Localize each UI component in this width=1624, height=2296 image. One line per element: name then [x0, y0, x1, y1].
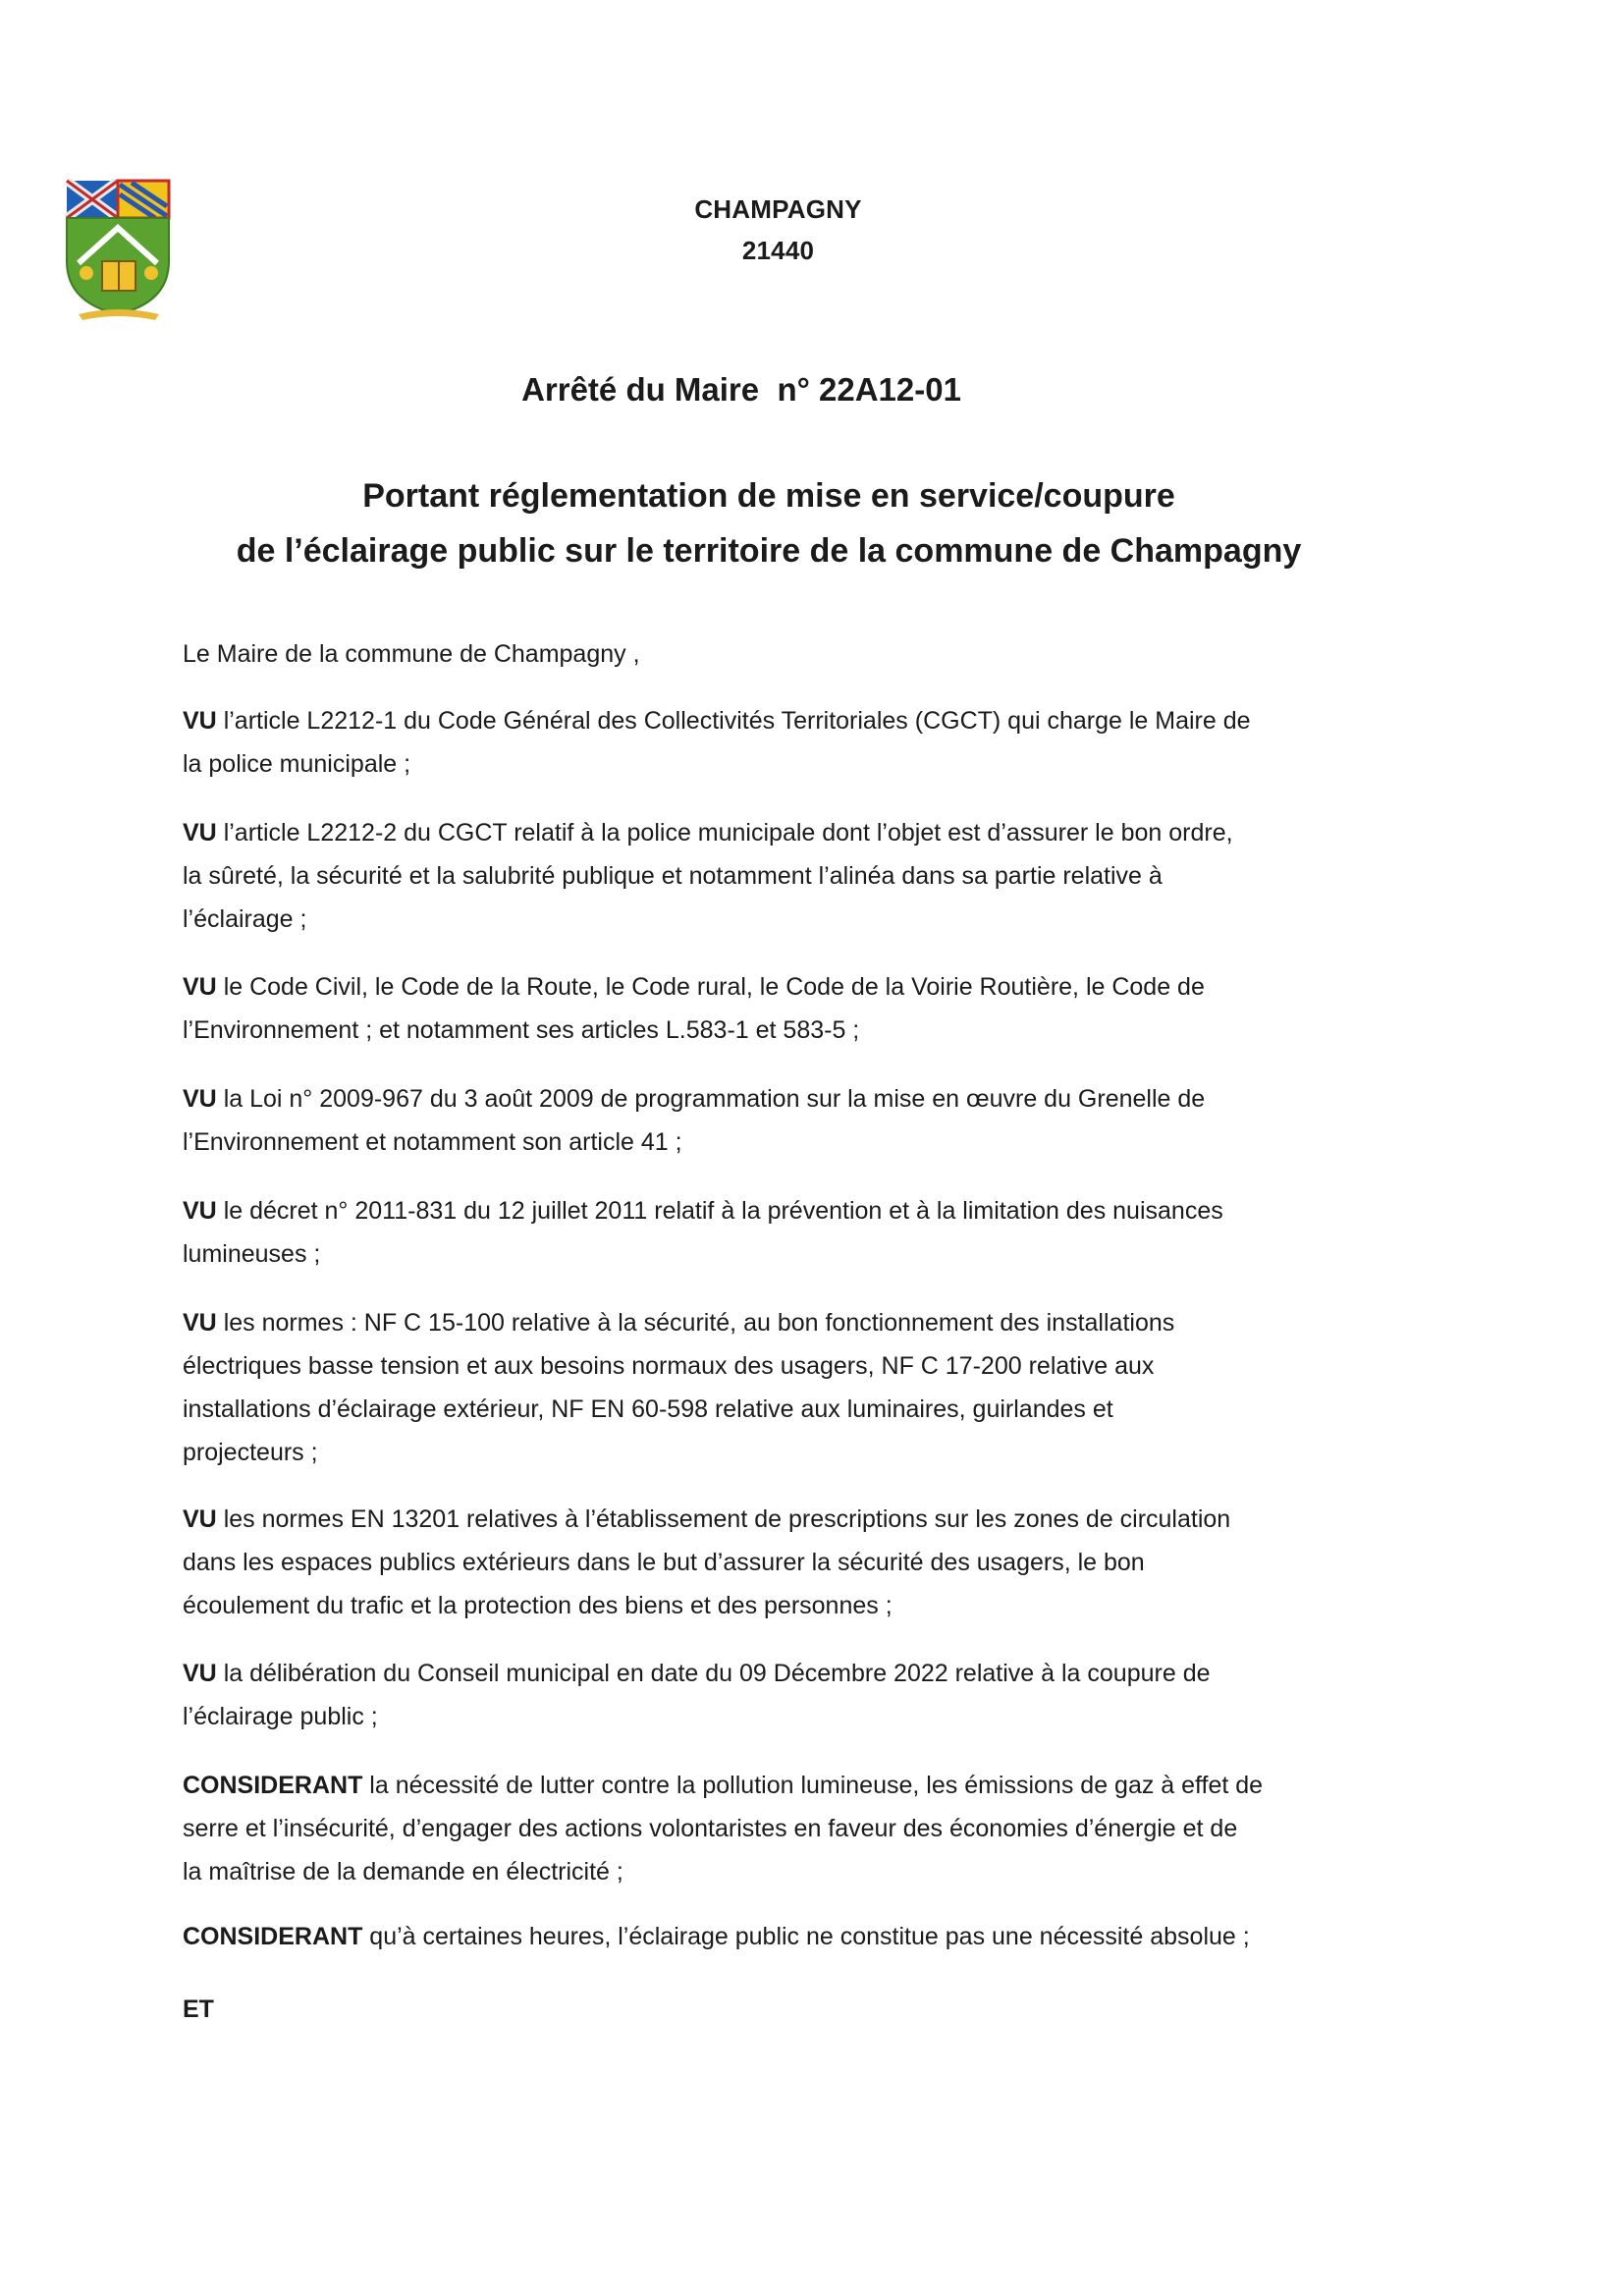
- clause-vu-3: [183, 965, 1390, 1052]
- clause-keyword: VU: [183, 1505, 217, 1533]
- clause-line: les normes : NF C 15-100 relative à la sécurité, au bon fonctionnement des installations: [223, 1309, 1175, 1337]
- clause-keyword: VU: [183, 707, 217, 735]
- clause-line: la délibération du Conseil municipal en date du 09 Décembre 2022 relative à la coupure de: [223, 1660, 1211, 1687]
- clause-considerant-1: [183, 1764, 1390, 1893]
- clause-vu-7: [183, 1498, 1390, 1627]
- postal-code: 21440: [741, 236, 815, 265]
- clause-vu-5: [183, 1189, 1390, 1276]
- clause-line: lumineuses ;: [183, 1240, 321, 1268]
- clause-keyword: CONSIDERANT: [183, 1923, 363, 1950]
- clause-keyword: VU: [183, 1085, 217, 1113]
- clause-line: la nécessité de lutter contre la pollution lumineuse, les émissions de gaz à effet de: [369, 1772, 1264, 1799]
- clause-line: l’article L2212-1 du Code Général des Collectivités Territoriales (CGCT) qui charge le Maire de: [223, 707, 1251, 735]
- clause-line: le décret n° 2011-831 du 12 juillet 2011 relatif à la prévention et à la limitation des nuisances: [223, 1197, 1223, 1225]
- decree-title: Arrêté du Maire n° 22A12-01: [521, 371, 961, 408]
- clause-line: l’Environnement ; et notamment ses articles L.583-1 et 583-5 ;: [183, 1016, 860, 1044]
- clause-line: qu’à certaines heures, l’éclairage public ne constitue pas une nécessité absolue ;: [369, 1923, 1250, 1950]
- clause-line: installations d’éclairage extérieur, NF EN 60-598 relative aux luminaires, guirlandes et: [183, 1395, 1113, 1423]
- clause-line: l’Environnement et notamment son article 41 ;: [183, 1128, 682, 1156]
- commune-name: CHAMPAGNY: [694, 194, 862, 224]
- clause-keyword: CONSIDERANT: [183, 1772, 363, 1799]
- clause-line: écoulement du trafic et la protection des biens et des personnes ;: [183, 1592, 893, 1619]
- clause-vu-2: [183, 811, 1390, 941]
- clause-line: l’éclairage ;: [183, 905, 307, 933]
- intro-paragraph: [183, 632, 1390, 676]
- clause-line: le Code Civil, le Code de la Route, le Code rural, le Code de la Voirie Routière, le Code de: [223, 973, 1205, 1001]
- clause-line: la police municipale ;: [183, 750, 411, 778]
- closing-et: ET: [183, 1995, 214, 2023]
- clause-line: la maîtrise de la demande en électricité ;: [183, 1858, 623, 1886]
- decree-subject-line-2: de l’éclairage public sur le territoire de la commune de Champagny: [236, 532, 1302, 570]
- intro-text: Le Maire de la commune de Champagny ,: [183, 640, 640, 668]
- clause-line: l’article L2212-2 du CGCT relatif à la police municipale dont l’objet est d’assurer le bon ordre,: [223, 819, 1233, 847]
- clause-vu-6: [183, 1301, 1390, 1474]
- clause-vu-1: [183, 699, 1390, 786]
- clause-keyword: VU: [183, 819, 217, 847]
- clause-line: la sûreté, la sécurité et la salubrité publique et notamment l’alinéa dans sa partie relative à: [183, 862, 1163, 890]
- clause-keyword: VU: [183, 1197, 217, 1225]
- clause-line: les normes EN 13201 relatives à l’établissement de prescriptions sur les zones de circulation: [223, 1505, 1231, 1533]
- clause-vu-4: [183, 1077, 1390, 1164]
- clause-line: projecteurs ;: [183, 1439, 318, 1466]
- clause-considerant-2: [183, 1915, 1390, 1958]
- clause-keyword: VU: [183, 1660, 217, 1687]
- clause-line: dans les espaces publics extérieurs dans le but d’assurer la sécurité des usagers, le bon: [183, 1549, 1145, 1576]
- decree-subject-line-1: Portant réglementation de mise en service/coupure: [362, 477, 1175, 515]
- clause-keyword: VU: [183, 973, 217, 1001]
- clause-line: l’éclairage public ;: [183, 1703, 378, 1730]
- clause-keyword: VU: [183, 1309, 217, 1337]
- clause-line: la Loi n° 2009-967 du 3 août 2009 de programmation sur la mise en œuvre du Grenelle de: [223, 1085, 1206, 1113]
- clause-vu-8: [183, 1652, 1390, 1738]
- clause-line: serre et l’insécurité, d’engager des actions volontaristes en faveur des économies d’énergie et de: [183, 1815, 1238, 1842]
- clause-line: électriques basse tension et aux besoins normaux des usagers, NF C 17-200 relative aux: [183, 1352, 1155, 1380]
